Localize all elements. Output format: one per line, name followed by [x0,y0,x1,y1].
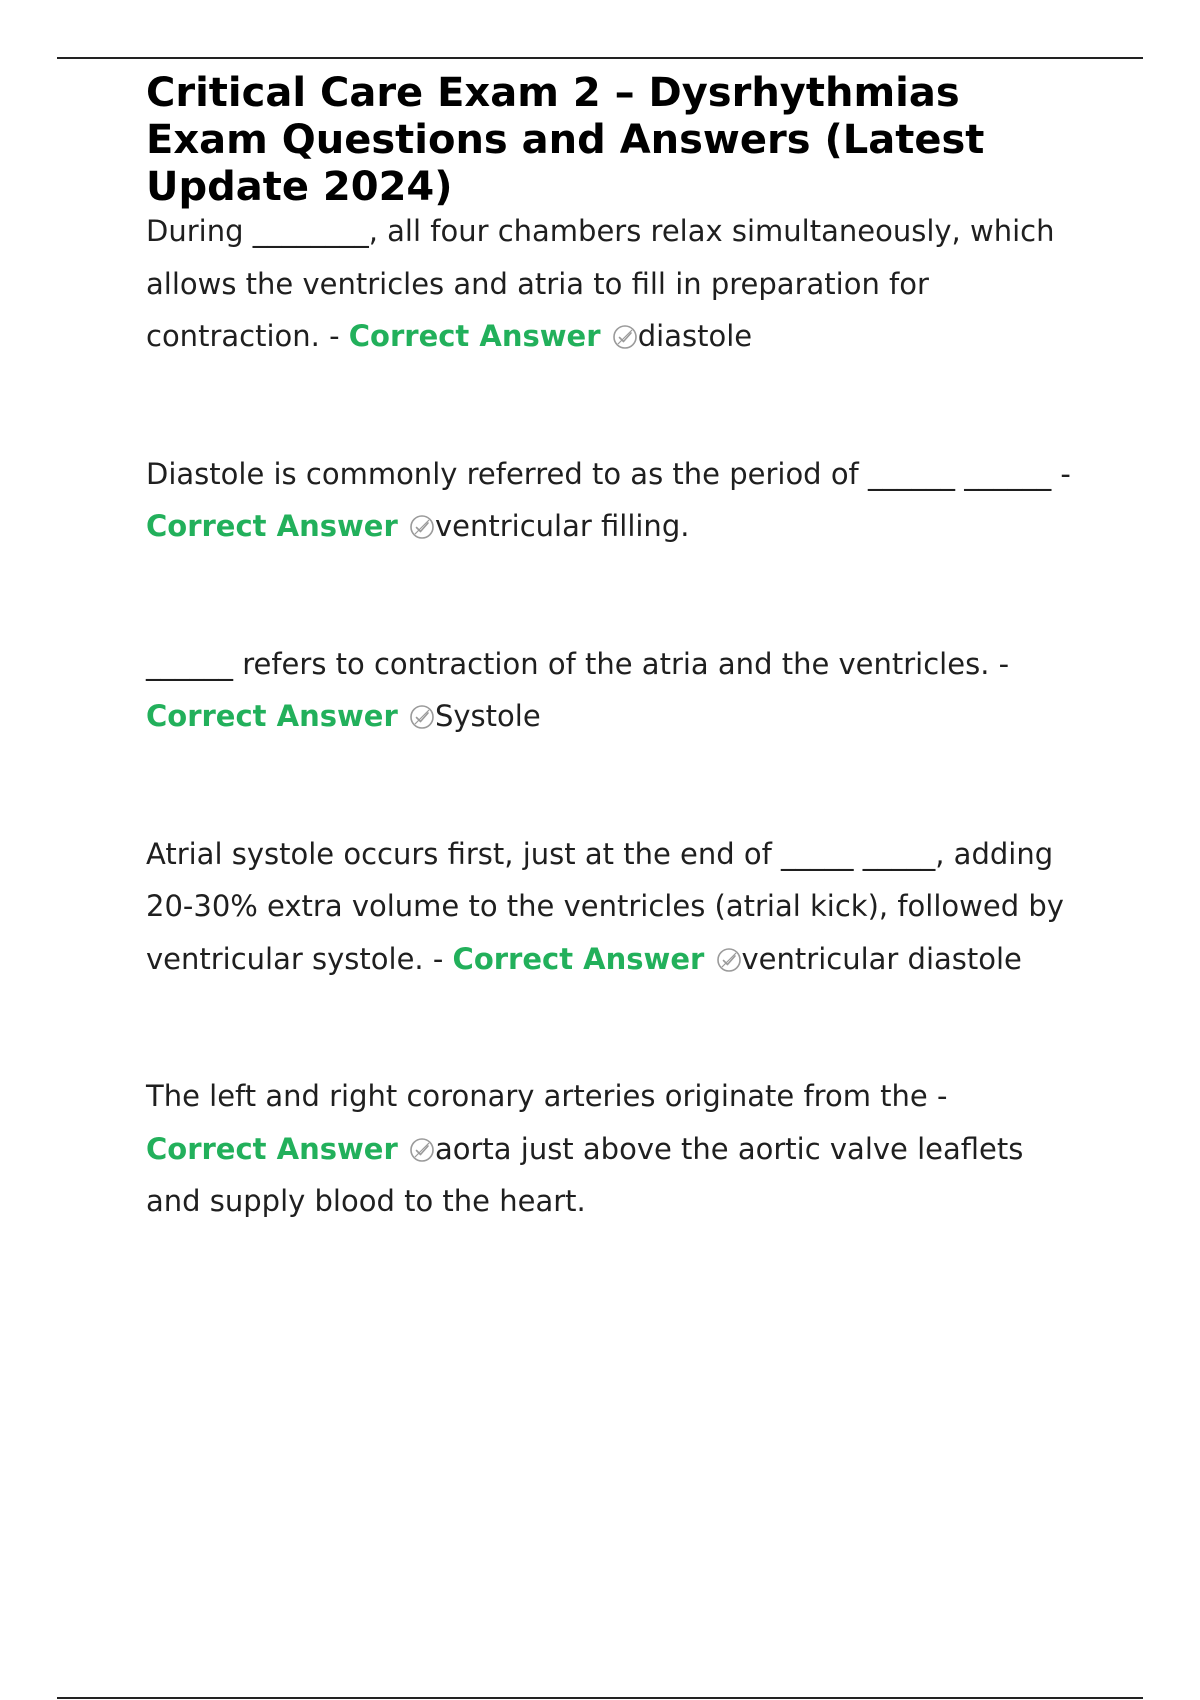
qa-item-1 [146,205,1076,363]
check-circle-icon [409,1137,435,1163]
answer-text: diastole [637,319,753,353]
separator: - [423,941,453,976]
bottom-rule [57,1697,1143,1699]
top-rule [57,57,1143,59]
correct-answer-label: Correct Answer [452,941,705,976]
correct-answer-label: Correct Answer [348,319,601,353]
document-body [146,70,1076,1228]
separator: - [927,1079,948,1113]
separator: - [319,319,349,353]
question-text: Diastole is commonly referred to as the period of ______ ______ [146,456,1052,491]
check-circle-icon [716,947,742,973]
qa-item-5 [146,1070,1076,1228]
check-circle-icon [612,324,638,350]
question-text: Atrial systole occurs first, just at the end of _____ _____, adding 20-30% extra volume to the ventricles (atrial kick), followed by ventricular systole. [146,836,1064,976]
separator: - [989,646,1010,681]
answer-text: ventricular diastole [741,941,1022,976]
answer-text: Systole [434,699,541,733]
question-text: ______ refers to contraction of the atria and the ventricles. [146,646,990,681]
question-text: During ________, all four chambers relax simultaneously, which allows the ventricles and atria to fill in preparation for contraction. [146,214,1055,353]
correct-answer-label: Correct Answer [146,509,398,543]
document-title: Critical Care Exam 2 – Dysrhythmias Exam Questions and Answers (Latest Update 2024) [146,70,985,210]
qa-item-2 [146,448,1076,553]
correct-answer-label: Correct Answer [146,699,398,733]
qa-item-3 [146,638,1076,743]
separator: - [1051,456,1071,491]
correct-answer-label: Correct Answer [146,1131,398,1166]
question-text: The left and right coronary arteries originate from the [146,1079,928,1113]
answer-text: aorta just above the aortic valve leaflets and supply blood to the heart. [146,1131,1024,1218]
check-circle-icon [409,704,435,730]
qa-item-4 [146,828,1076,986]
answer-text: ventricular filling. [434,509,690,543]
check-circle-icon [409,514,435,540]
